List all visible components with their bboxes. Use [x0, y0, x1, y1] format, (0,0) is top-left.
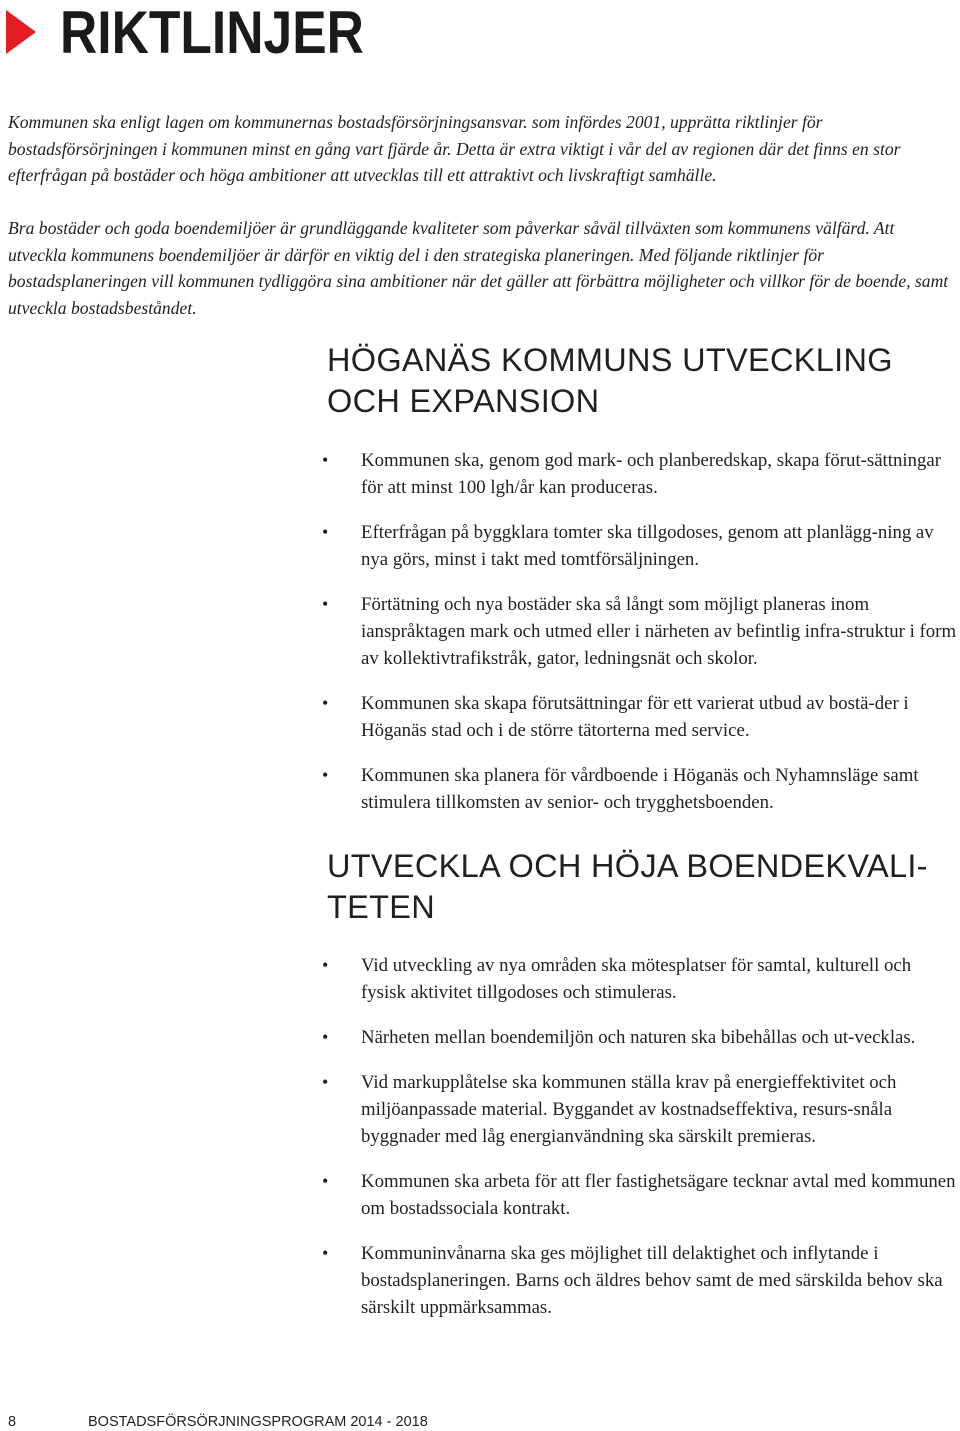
bullet-icon: • — [322, 955, 329, 975]
list-item — [318, 1024, 958, 1051]
red-arrow-icon — [6, 10, 36, 54]
heading-line: UTVECKLA OCH HÖJA BOENDEKVALI- — [327, 848, 928, 884]
guideline-list-expansion — [318, 447, 958, 834]
heading-line: TETEN — [327, 889, 436, 925]
list-item-text: Förtätning och nya bostäder ska så långt som möjligt planeras inom ianspråktagen mark och utmed eller i närheten av befintlig infra-struktur i form av kollektivtrafikstråk, gator, ledningsnät och skolor. — [361, 594, 957, 669]
list-item — [318, 1069, 958, 1150]
section-heading-housing-quality — [327, 846, 947, 928]
list-item — [318, 447, 958, 501]
bullet-icon: • — [322, 1027, 329, 1047]
page-footer — [8, 1413, 428, 1431]
list-item — [318, 1168, 958, 1222]
intro-paragraph-2: Bra bostäder och goda boendemiljöer är grundläggande kvaliteter som påverkar såväl tillväxten som kommunens välfärd. Att utveckla kommunens boendemiljöer är därför en viktig del i den strategiska planeringen. Med följande riktlinjer för bostadsplaneringen vill kommunen tydliggöra sina ambitioner när det gäller att förbättra möjligheter och villkor för de boende, samt utveckla bostadsbeståndet. — [8, 218, 949, 318]
footer-document-title: BOSTADSFÖRSÖRJNINGSPROGRAM 2014 - 2018 — [88, 1414, 428, 1430]
bullet-icon: • — [322, 765, 329, 785]
list-item — [318, 519, 958, 573]
page-title: RIKTLINJER — [60, 0, 364, 66]
page-header — [0, 0, 413, 68]
list-item — [318, 1240, 958, 1321]
bullet-icon: • — [322, 594, 329, 614]
list-item-text: Kommunen ska planera för vårdboende i Höganäs och Nyhamnsläge samt stimulera tillkomsten av senior- och trygghetsboenden. — [361, 765, 919, 813]
page-number: 8 — [8, 1414, 17, 1430]
list-item — [318, 952, 958, 1006]
bullet-icon: • — [322, 693, 329, 713]
list-item-text: Kommuninvånarna ska ges möjlighet till delaktighet och inflytande i bostadsplaneringen. Barns och äldres behov samt de med särskilda behov ska särskilt uppmärksammas. — [361, 1243, 943, 1318]
bullet-icon: • — [322, 522, 329, 542]
list-item — [318, 591, 958, 672]
heading-line: OCH EXPANSION — [327, 383, 600, 419]
list-item-text: Vid utveckling av nya områden ska mötesplatser för samtal, kulturell och fysisk aktivitet tillgodoses och stimuleras. — [361, 955, 912, 1003]
intro-paragraph-1: Kommunen ska enligt lagen om kommunernas bostadsförsörjningsansvar. som infördes 2001, upprätta riktlinjer för bostadsförsörjningen i kommunen minst en gång vart fjärde år. Detta är extra viktigt i vår del av regionen där det finns en stor efterfrågan på bostäder och höga ambitioner att utvecklas till ett attraktivt och livskraftigt samhälle. — [8, 112, 901, 185]
list-item — [318, 690, 958, 744]
list-item-text: Kommunen ska skapa förutsättningar för ett varierat utbud av bostä-der i Höganäs stad och i de större tätorterna med service. — [361, 693, 909, 741]
bullet-icon: • — [322, 1243, 329, 1263]
heading-line: HÖGANÄS KOMMUNS UTVECKLING — [327, 342, 893, 378]
bullet-icon: • — [322, 1072, 329, 1092]
bullet-icon: • — [322, 1171, 329, 1191]
list-item-text: Närheten mellan boendemiljön och naturen ska bibehållas och ut-vecklas. — [361, 1027, 916, 1048]
bullet-icon: • — [322, 450, 329, 470]
list-item-text: Vid markupplåtelse ska kommunen ställa krav på energieffektivitet och miljöanpassade material. Byggandet av kostnadseffektiva, resurs-snåla byggnader med låg energianvändning ska särskilt premieras. — [361, 1072, 897, 1147]
list-item-text: Efterfrågan på byggklara tomter ska tillgodoses, genom att planlägg-ning av nya görs, minst i takt med tomtförsäljningen. — [361, 522, 934, 570]
list-item-text: Kommunen ska arbeta för att fler fastighetsägare tecknar avtal med kommunen om bostadssociala kontrakt. — [361, 1171, 956, 1219]
list-item — [318, 762, 958, 816]
section-heading-expansion — [327, 340, 947, 422]
guideline-list-housing-quality — [318, 952, 958, 1339]
list-item-text: Kommunen ska, genom god mark- och planberedskap, skapa förut-sättningar för att minst 100 lgh/år kan produceras. — [361, 450, 941, 498]
